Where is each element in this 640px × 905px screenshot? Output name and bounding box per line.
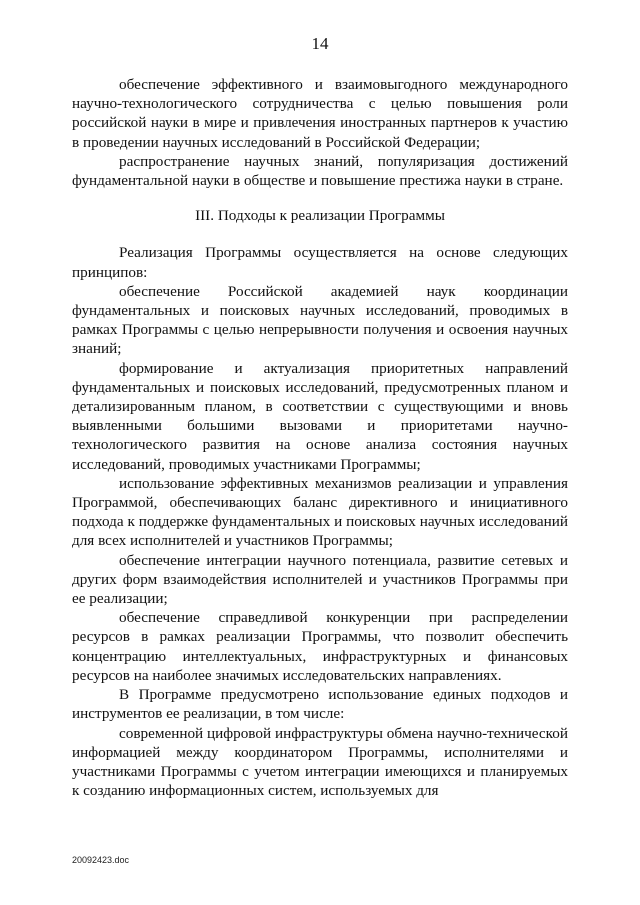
page-number: 14 xyxy=(311,34,329,53)
paragraph-principles-intro: Реализация Программы осуществляется на основе следующих принципов: xyxy=(72,244,568,281)
footer-filename: 20092423.doc xyxy=(72,855,130,865)
paragraph-digital-infrastructure: современной цифровой инфраструктуры обмена научно-технической информацией между координатором Программы, исполнителями и участниками Программы с учетом интеграции имеющихся и планируемых к созданию информационных систем, используемых для xyxy=(72,724,568,800)
paragraph-scientific-integration: обеспечение интеграции научного потенциала, развитие сетевых и других форм взаимодействия исполнителей и участников Программы при ее реализации; xyxy=(72,551,568,608)
paragraph-knowledge-dissemination: распространение научных знаний, популяризация достижений фундаментальной науки в обществе и повышение престижа науки в стране. xyxy=(72,152,568,190)
paragraph-management-mechanisms: использование эффективных механизмов реализации и управления Программой, обеспечивающих баланс директивного и инициативного подхода к поддержке фундаментальных и поисковых научных исследований для всех исполнителей и участников Программы; xyxy=(72,474,568,550)
paragraph-ras-coordination: обеспечение Российской академией наук координации фундаментальных и поисковых научных исследований, проводимых в рамках Программы с целью непрерывности получения и освоения научных знаний; xyxy=(72,282,568,358)
section-heading: III. Подходы к реализации Программы xyxy=(195,207,445,225)
paragraph-unified-approaches: В Программе предусмотрено использование единых подходов и инструментов ее реализации, в том числе: xyxy=(72,686,568,723)
paragraph-priority-directions: формирование и актуализация приоритетных направлений фундаментальных и поисковых исследований, предусмотренных планом и детализированным планом, в соответствии с существующими и вновь выявленными большими вызовами и приоритетами научно-технологического развития на основе анализа состояния научных исследований, проводимых участниками Программы; xyxy=(72,359,568,473)
document-body xyxy=(72,75,568,800)
paragraph-intl-cooperation: обеспечение эффективного и взаимовыгодного международного научно-технологического сотрудничества с целью повышения роли российской науки в мире и привлечения иностранных партнеров к участию в проведении научных исследований в Российской Федерации; xyxy=(72,76,568,151)
paragraph-fair-competition: обеспечение справедливой конкуренции при распределении ресурсов в рамках реализации Программы, что позволит обеспечить концентрацию интеллектуальных, инфраструктурных и финансовых ресурсов на наиболее значимых исследовательских направлениях. xyxy=(72,609,568,684)
